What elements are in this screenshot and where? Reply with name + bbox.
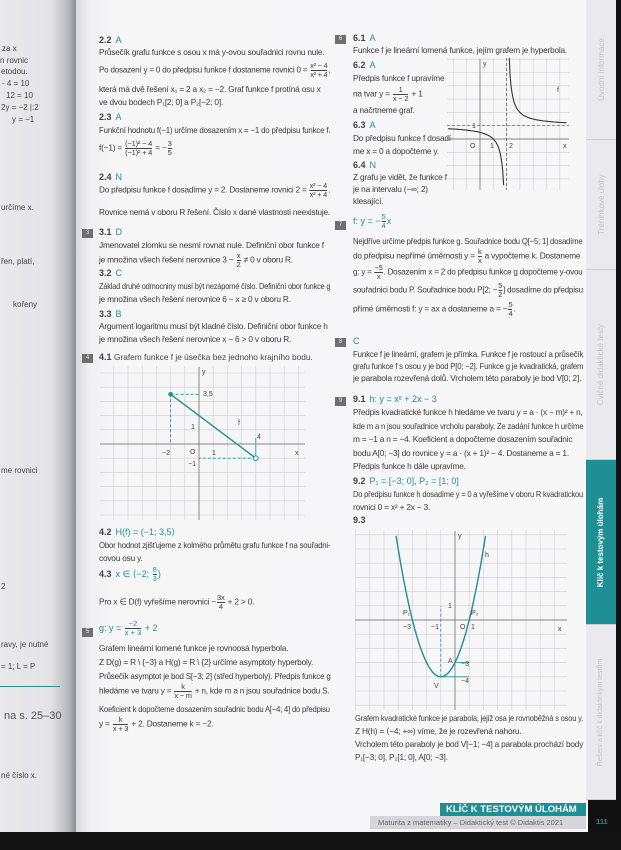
answer: P₁ = [−3; 0], P₂ = [1; 0] xyxy=(369,476,459,486)
question-6-2 xyxy=(353,60,376,70)
origin-label: O xyxy=(460,624,466,631)
question-6-3 xyxy=(353,120,376,130)
tick-label: 1 xyxy=(472,123,476,130)
text-line: Do předpisu funkce h dosadíme y = 0 a vyřešíme v oboru R kvadratickou xyxy=(353,489,584,499)
fragment-heading: na s. 25–30 xyxy=(4,710,62,722)
section-tabs xyxy=(586,0,616,800)
fragment-line: určíme x. xyxy=(1,203,34,212)
answer: A xyxy=(115,35,122,45)
fraction: $\frac{\text{(−1)² − 4}}{\text{(−1)² + 4}}$ xyxy=(125,139,153,157)
question-number: 6.4 xyxy=(353,160,366,170)
question-number: 9.2 xyxy=(353,476,366,486)
fragment-line: - 4 = 10 xyxy=(2,79,30,88)
answer: B xyxy=(115,309,122,319)
fragment-line: n rovnic xyxy=(0,56,29,65)
fragment-line: etodou. xyxy=(1,67,28,76)
text-line: Funkce f je lineární, grafem je přímka. Funkce f je rostoucí a průsečík xyxy=(353,349,584,359)
fragment-line: 2 xyxy=(1,582,6,591)
background-edge xyxy=(0,832,621,850)
fraction: $\frac{x}{2}$ xyxy=(236,251,241,269)
question-2-4 xyxy=(99,172,122,182)
question-number: 3.2 xyxy=(99,268,112,278)
question-number: 2.4 xyxy=(99,172,112,182)
graph-9-3 xyxy=(355,530,570,710)
question-number: 4.3 xyxy=(99,568,112,579)
fraction: $\frac{-5}{x}$ xyxy=(374,263,383,281)
text-line: m = −1 a n = −4. Koeficient a dopočteme dosazením souřadnic xyxy=(353,434,573,444)
tick-label: −1 xyxy=(188,461,196,468)
tab-cvicne-testy[interactable] xyxy=(586,270,616,460)
y-axis-label: y xyxy=(483,61,487,68)
answer: H(f) = (−1; 3,5⟩ xyxy=(115,527,176,537)
text-line: hledáme ve tvaru y = $\frac{k}{x - m}$ + n, kde m a n jsou souřadnice bodu S. xyxy=(99,682,330,700)
answer: A xyxy=(115,112,122,122)
answer: C xyxy=(115,268,123,278)
fragment-line: me rovnici xyxy=(1,466,38,475)
text-line: Předpis funkce f upravíme xyxy=(353,73,445,83)
fraction: $\frac{-2}{x + 3}$ xyxy=(124,619,142,637)
tick-label: −1 xyxy=(431,624,439,631)
question-number: 6.3 xyxy=(353,120,366,130)
tick-label: 1 xyxy=(448,603,452,610)
text-line: souřadnici bodu P. Souřadnice bodu P[2; − $\frac{5}{2}$ ] dosadíme do předpisu xyxy=(353,281,583,299)
question-3-2 xyxy=(99,268,122,278)
text-line: je množina všech řešení nerovnice x − 6 > 0 v oboru R. xyxy=(99,334,292,344)
fraction: $\frac{5}{4}$ xyxy=(508,300,513,318)
tick-label: 3,5 xyxy=(203,391,213,398)
caption-line: P₁[−3; 0], P₂[1; 0], A[0; −3]. xyxy=(355,752,448,762)
footer-subtitle: Maturita z matematiky – Didaktický test © Didaktis 2021 xyxy=(370,816,586,829)
question-9-2 xyxy=(353,476,459,486)
tab-label: Úvodní informace xyxy=(596,38,606,101)
text-line: Z grafu je vidět, že funkce f xyxy=(353,172,447,182)
tab-label: Klíč k testovým úlohám xyxy=(596,497,606,587)
tab-label: Cvičné didaktické testy xyxy=(596,323,606,406)
fraction: $\frac{1}{x - 2}$ xyxy=(392,85,409,103)
function-label: h xyxy=(485,552,489,559)
fraction: $\frac{3x}{4}$ xyxy=(217,593,225,611)
question-number: 2.3 xyxy=(99,112,112,122)
previous-page-fragment xyxy=(0,0,78,832)
tick-label: 1 xyxy=(191,424,195,431)
fragment-line: za x xyxy=(2,44,17,53)
x-axis-label: x xyxy=(558,626,562,633)
question-number: 6.2 xyxy=(353,60,366,70)
question-9-1 xyxy=(353,394,437,404)
tab-treninkove-ulohy[interactable] xyxy=(586,140,616,270)
text-line: Předpis funkce h dále upravíme. xyxy=(353,461,466,471)
question-number: 4.1 xyxy=(99,352,112,362)
x-axis-label: x xyxy=(563,143,567,150)
tick-label: 1 xyxy=(212,450,216,457)
question-badge: 6 xyxy=(335,35,346,44)
question-3-3 xyxy=(99,309,122,319)
text-line: je na intervalu (−∞; 2) xyxy=(353,184,428,194)
tab-reseni-a-klic[interactable] xyxy=(586,625,616,800)
page-number: 111 xyxy=(596,817,608,826)
question-2-3 xyxy=(99,112,122,122)
fragment-line: řen, platí, xyxy=(1,257,35,266)
text-line: Funkce f je lineární lomená funkce, jejím grafem je hyperbola. xyxy=(353,45,568,55)
text-line: která má dvě řešení x₁ = 2 a x₂ = −2. Graf funkce f protíná osu x xyxy=(99,84,321,94)
text-line: Koeficient k dopočteme dosazením souřadnic bodu A[−4; 4] do předpisu xyxy=(99,704,330,714)
question-4-2 xyxy=(99,527,175,538)
y-axis-label: y xyxy=(458,533,462,540)
fragment-line: 12 = 10 xyxy=(6,91,33,100)
answer: f: y = − $\frac{5}{4}$ x xyxy=(353,212,392,230)
text-line: g: y = $\frac{-5}{x}$ . Dosazením x = 2 do předpisu funkce g dopočteme y-ovou xyxy=(353,263,583,281)
origin-label: O xyxy=(190,449,196,456)
text-line: Předpis kvadratické funkce h hledáme ve tvaru y = a · (x − m)² + n, xyxy=(353,407,583,417)
text-line: Průsečík asymptot je bod S[−3; 2] (střed hyperboly). Předpis funkce g xyxy=(99,671,331,681)
question-3-1 xyxy=(99,227,122,237)
tick-label: −3 xyxy=(403,624,411,631)
answer: A xyxy=(369,60,376,70)
open-endpoint xyxy=(254,456,259,461)
caption-line: Z H(h) = ⟨−4; +∞) víme, že je rozevřená nahoru. xyxy=(355,726,522,736)
text-line: kde m a n jsou souřadnice vrcholu paraboly. Ze zadání funkce h určíme xyxy=(353,421,584,431)
fraction: $\frac{3}{5}$ xyxy=(167,139,172,157)
text-line: na tvar y = $\frac{1}{x - 2}$ + 1 xyxy=(353,85,423,103)
function-label: f xyxy=(557,87,559,94)
question-number: 3.1 xyxy=(99,227,112,237)
text-line: grafu funkce f s osou y je bod P[0; −2]. Funkce g je kvadratická, grafem xyxy=(353,361,584,371)
fraction: $\frac{k}{x + 3}$ xyxy=(112,715,129,733)
text-line: Průsečík grafu funkce s osou x má y-ovou souřadnici rovnu nule. xyxy=(99,47,325,57)
fragment-line: = 1; L = P xyxy=(1,662,36,671)
text-line: přímé úměrnosti f: y = ax a dostaneme a = − $\frac{5}{4}$ . xyxy=(353,300,516,318)
hyperbola-branch xyxy=(448,129,504,185)
text-line: Grafem funkce f je úsečka bez jednoho krajního bodu. xyxy=(114,352,313,362)
answer: N xyxy=(115,172,123,182)
tick-label: −3 xyxy=(461,661,469,668)
text-line: y = $\frac{k}{x + 3}$ + 2. Dostaneme k = −2. xyxy=(99,715,214,733)
text-line: Argument logaritmu musí být kladné číslo. Definiční obor funkce h xyxy=(99,321,328,331)
question-9-3: 9.3 xyxy=(353,515,366,525)
question-number: 9.1 xyxy=(353,394,366,404)
text-line: Z D(g) = R \ {−3} a H(g) = R \ {2} určíme asymptoty hyperboly. xyxy=(99,657,314,667)
text-line: Pro x ∈ D(f) vyřešíme nerovnici − $\frac{3x}{4}$ + 2 > 0. xyxy=(99,593,255,611)
answer: h: y = x² + 2x − 3 xyxy=(369,394,437,404)
answer: C xyxy=(353,336,360,346)
tab-uvodni-informace[interactable] xyxy=(586,0,616,140)
answer: A xyxy=(369,33,376,43)
graph-6 xyxy=(447,58,572,190)
divider xyxy=(0,686,60,687)
fraction: $\frac{5}{4}$ xyxy=(381,212,386,230)
fragment-line: né číslo x. xyxy=(1,771,38,780)
tick-label: 1 xyxy=(490,143,494,150)
text-line: covou osu y. xyxy=(99,553,143,563)
text-line: rovnici 0 = x² + 2x − 3. xyxy=(353,502,431,512)
answer: x ∈ ⟨−2; $\frac{8}{3}$ ) xyxy=(115,565,161,583)
point-label: P₂ xyxy=(471,610,479,617)
text-line: do předpisu nepřímé úměrnosti y = $\frac{k}{x}$ a vypočteme k. Dostaneme xyxy=(353,247,581,265)
question-4-3 xyxy=(99,566,161,583)
tick-label: −2 xyxy=(162,450,170,457)
text-line: klesající. xyxy=(353,196,384,206)
text-line: je parabola rozevřená dolů. Vrcholem této paraboly je bod V[0; 2]. xyxy=(353,373,582,383)
answer: A xyxy=(369,120,376,130)
footer-banner: KLÍČ K TESTOVÝM ÚLOHÁM xyxy=(440,803,586,816)
fragment-line: kořeny xyxy=(13,300,38,309)
text-line: Nejdříve určíme předpis funkce g. Souřadnice bodu Q[−5; 1] dosadíme xyxy=(353,236,583,246)
question-2-2 xyxy=(99,35,122,45)
y-axis-label: y xyxy=(202,369,206,376)
fragment-line: y = −1 xyxy=(12,115,35,124)
text-line: Funkční hodnotu f(−1) určíme dosazením x = −1 do předpisu funkce f. xyxy=(99,125,331,135)
question-badge: 5 xyxy=(82,628,93,637)
text-line: je množina všech řešení nerovnice 6 − x ≥ 0 v oboru R. xyxy=(99,294,291,304)
tick-label: 2 xyxy=(509,143,513,150)
tab-klic-k-testovym-uloham[interactable] xyxy=(586,460,616,625)
text-line: Po dosazení y = 0 do předpisu funkce f dostaneme rovnici 0 = $\frac{\text{x² − 4}}{\text{x² + 4}}$ , xyxy=(99,61,331,79)
question-badge: 9 xyxy=(335,397,346,406)
question-number: 4.2 xyxy=(99,527,112,537)
caption-line: Vrcholem této paraboly je bod V[−1; −4] a parabola prochází body xyxy=(355,739,584,749)
question-badge: 3 xyxy=(82,229,93,238)
text-line: Základ druhé odmocniny musí být nezáporné číslo. Definiční obor funkce g xyxy=(99,281,331,291)
text-line: bodu A[0; −3] do rovnice y = a · (x + 1)² − 4. Dostaneme a = 1. xyxy=(353,448,569,458)
fraction: $\frac{\text{x² − 4}}{\text{x² + 4}}$ xyxy=(310,61,328,79)
question-6-1 xyxy=(353,33,376,43)
tab-label: Tréninkové úlohy xyxy=(596,174,606,235)
text-line: ve dvou bodech P₁[2; 0] a P₂[−2; 0]. xyxy=(99,97,224,107)
graph-marks xyxy=(447,58,569,190)
x-axis-label: x xyxy=(295,450,299,457)
answer: g: y = $\frac{-2}{x + 3}$ + 2 xyxy=(99,619,158,637)
text-line: Grafem lineární lomené funkce je rovnoosá hyperbola. xyxy=(99,643,289,653)
text-line: Do předpisu funkce f dosadí- xyxy=(353,133,454,143)
fraction: $\frac{\text{x² − 4}}{\text{x² + 4}}$ xyxy=(309,181,328,199)
point-label: A xyxy=(448,658,453,665)
closed-endpoint xyxy=(168,392,173,397)
text-line: Rovnice nemá v oboru R řešení. Číslo x dané vlastnosti neexistuje. xyxy=(99,207,330,217)
fragment-line: ravy, je nutné xyxy=(1,640,49,649)
fraction: $\frac{8}{3}$ xyxy=(152,565,157,583)
caption-line: Grafem kvadratické funkce je parabola, jejíž osa je rovnoběžná s osou y. xyxy=(355,713,584,723)
text-line: a načrtneme graf. xyxy=(353,105,415,115)
grid xyxy=(100,366,305,520)
question-badge: 4 xyxy=(82,354,93,363)
tick-label: 1 xyxy=(471,624,475,631)
question-6-4 xyxy=(353,160,376,170)
answer: N xyxy=(369,160,377,170)
answer: D xyxy=(115,227,123,237)
tab-label: Řešení a klíč k didaktickým testům xyxy=(597,658,605,766)
question-badge: 8 xyxy=(335,338,346,347)
text-line: Jmenovatel zlomku se nesmí rovnat nule. Definiční obor funkce f xyxy=(99,240,324,250)
question-number: 6.1 xyxy=(353,33,366,43)
question-badge: 7 xyxy=(335,221,346,230)
function-label: f xyxy=(238,420,240,427)
text-line: me x = 0 a dopočteme y. xyxy=(353,146,439,156)
fraction: $\frac{k}{x - m}$ xyxy=(174,682,192,700)
question-number: 3.3 xyxy=(99,309,112,319)
fraction: $\frac{k}{x}$ xyxy=(477,247,482,265)
formula: f(−1) = $\frac{\text{(−1)² − 4}}{\text{(−1)² + 4}}$ = − $\frac{3}{5}$ xyxy=(99,139,172,157)
origin-label: O xyxy=(470,143,476,150)
text-line: Do předpisu funkce f dosadíme y = 2. Dostaneme rovnici 2 = $\frac{\text{x² − 4}}{\text{x² + 4}}$ . xyxy=(99,181,331,199)
text-line: Obor hodnot zjišťujeme z kolmého průmětu grafu funkce f na souřadni- xyxy=(99,540,331,550)
text-line: je množina všech řešení nerovnice 3 − $\frac{x}{2}$ ≠ 0 v oboru R. xyxy=(99,251,293,269)
point-label: V xyxy=(434,683,439,690)
tick-label: 4 xyxy=(257,434,261,441)
question-4-1 xyxy=(99,352,313,362)
graph-4-1 xyxy=(100,366,310,520)
grid xyxy=(447,58,569,190)
question-number: 2.2 xyxy=(99,35,112,45)
fragment-line: 2y = −2 |:2 xyxy=(1,103,39,112)
fraction: $\frac{5}{2}$ xyxy=(498,281,503,299)
tick-label: −4 xyxy=(461,678,469,685)
point-label: P₁ xyxy=(403,610,411,617)
